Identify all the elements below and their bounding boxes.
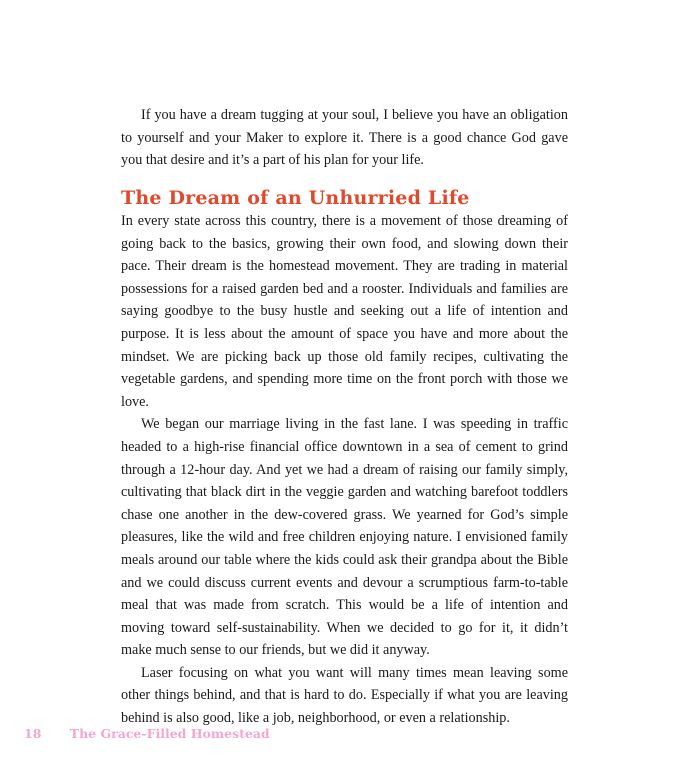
section-heading: The Dream of an Unhurried Life: [121, 187, 470, 209]
body-paragraph: In every state across this country, there is a movement of those dreaming of going back to the basics, growing their own food, and slowing down their pace. Their dream is the homestead movement. They are trading in material possessions for a raised garden bed and a rooster. Individuals and families are saying goodbye to the busy hustle and seeking out a life of intention and purpose. It is less about the amount of space you have and more about the mindset. We are picking back up those old family recipes, cultivating the vegetable gardens, and spending more time on the front porch with those we love.: [121, 213, 568, 410]
section-body: [121, 210, 568, 730]
body-paragraph: We began our marriage living in the fast lane. I was speeding in traffic headed to a high-rise financial office downtown in a sea of cement to grind through a 12-hour day. And yet we had a dream of raising our family simply, cultivating that black dirt in the veggie garden and watching barefoot toddlers chase one another in the dew-covered grass. We yearned for God’s simple pleasures, like the wild and free children enjoying nature. I envisioned family meals around our table where the kids could ask their grandpa about the Bible and we could discuss current events and devour a scrumptious farm-to-table meal that was made from scratch. This would be a life of intention and moving toward self-sustainability. When we decided to go for it, it didn’t make much sense to our friends, but we did it anyway.: [121, 416, 568, 659]
book-title: The Grace-Filled Homestead: [69, 726, 270, 741]
body-paragraph: Laser focusing on what you want will many times mean leaving some other things behind, and that is hard to do. Especially if what you are leaving behind is also good, like a job, neighborhood, or even a relationship.: [121, 664, 568, 727]
page-footer: [24, 726, 270, 741]
page-number: 18: [24, 726, 42, 741]
intro-paragraph: If you have a dream tugging at your soul, I believe you have an obligation to yourself and your Maker to explore it. There is a good chance God gave you that desire and it’s a part of his plan for your life.: [121, 107, 568, 169]
intro-text: [121, 104, 568, 172]
